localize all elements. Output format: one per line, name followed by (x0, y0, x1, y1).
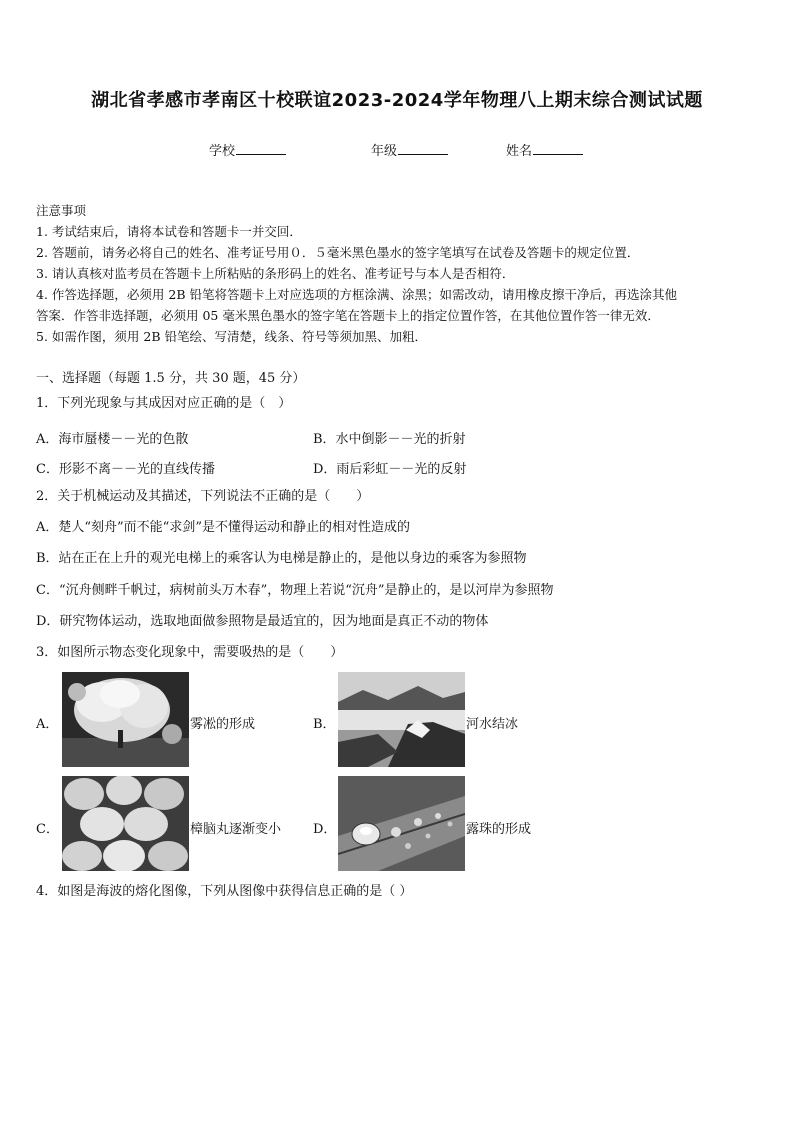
question-3-stem: 3．如图所示物态变化现象中，需要吸热的是（ ） (36, 645, 344, 660)
question-4-stem: 4．如图是海波的熔化图像，下列从图像中获得信息正确的是（ ） (36, 884, 413, 899)
q3-option-b-label[interactable]: B． (313, 717, 336, 732)
q1-option-a[interactable]: A．海市蜃楼－－光的色散 (36, 432, 189, 447)
question-1-stem: 1．下列光现象与其成因对应正确的是（ ） (36, 396, 292, 411)
rime-image (62, 672, 189, 767)
mothball-photo[interactable] (62, 776, 189, 871)
name-label: 姓名 (506, 144, 533, 159)
q3-option-c-caption: 樟脑丸逐渐变小 (190, 822, 282, 837)
name-field[interactable] (506, 140, 583, 159)
school-field[interactable] (209, 140, 286, 159)
river-ice-photo[interactable] (338, 672, 465, 767)
notice-item: 3. 请认真核对监考员在答题卡上所粘贴的条形码上的姓名、准考证号与本人是否相符． (36, 266, 515, 281)
notice-item: 1. 考试结束后，请将本试卷和答题卡一并交回． (36, 224, 302, 239)
question-2-stem: 2．关于机械运动及其描述，下列说法不正确的是（ ） (36, 489, 370, 504)
q2-option-b[interactable]: B．站在正在上升的观光电梯上的乘客认为电梯是静止的，是他以身边的乘客为参照物 (36, 551, 527, 566)
q3-option-d-caption: 露珠的形成 (466, 822, 532, 837)
grade-label: 年级 (371, 144, 398, 159)
notice-item: 4. 作答选择题，必须用 2B 铅笔将答题卡上对应选项的方框涂满、涂黑；如需改动，请用橡皮擦干净后，再选涂其他 (36, 287, 677, 302)
grade-blank[interactable] (398, 142, 448, 155)
q3-option-a-caption: 雾凇的形成 (190, 717, 256, 732)
page-title: 湖北省孝感市孝南区十校联谊2023-2024学年物理八上期末综合测试试题 (91, 90, 703, 111)
school-label: 学校 (209, 144, 236, 159)
section-heading: 一、选择题（每题 1.5 分，共 30 题，45 分） (36, 371, 306, 386)
q2-option-a[interactable]: A．楚人“刻舟”而不能“求剑”是不懂得运动和静止的相对性造成的 (36, 520, 410, 535)
dew-photo[interactable] (338, 776, 465, 871)
grade-field[interactable] (371, 140, 448, 159)
notice-item: 5. 如需作图，须用 2B 铅笔绘、写清楚，线条、符号等须加黑、加粗． (36, 329, 427, 344)
q3-option-d-label[interactable]: D． (313, 822, 337, 837)
school-blank[interactable] (236, 142, 286, 155)
q3-option-b-caption: 河水结冰 (466, 717, 519, 732)
notice-item: 2. 答题前，请务必将自己的姓名、准考证号用０．５毫米黑色墨水的签字笔填写在试卷及答题卡的规定位置． (36, 245, 640, 260)
river-ice-image (338, 672, 465, 767)
q2-option-d[interactable]: D．研究物体运动，选取地面做参照物是最适宜的，因为地面是真正不动的物体 (36, 614, 489, 629)
notice-heading: 注意事项 (36, 203, 87, 218)
name-blank[interactable] (533, 142, 583, 155)
q2-option-c[interactable]: C．“沉舟侧畔千帆过，病树前头万木春”，物理上若说“沉舟”是静止的，是以河岸为参照物 (36, 583, 554, 598)
mothball-image (62, 776, 189, 871)
q3-option-c-label[interactable]: C． (36, 822, 59, 837)
q3-option-a-label[interactable]: A． (36, 717, 59, 732)
notice-item: 答案．作答非选择题，必须用 05 毫米黑色墨水的签字笔在答题卡上的指定位置作答，在其他位置作答一律无效． (36, 308, 660, 323)
q1-option-d[interactable]: D．雨后彩虹－－光的反射 (313, 462, 467, 477)
q1-option-c[interactable]: C．形影不离－－光的直线传播 (36, 462, 215, 477)
rime-photo[interactable] (62, 672, 189, 767)
q1-option-b[interactable]: B．水中倒影－－光的折射 (313, 432, 466, 447)
dew-image (338, 776, 465, 871)
